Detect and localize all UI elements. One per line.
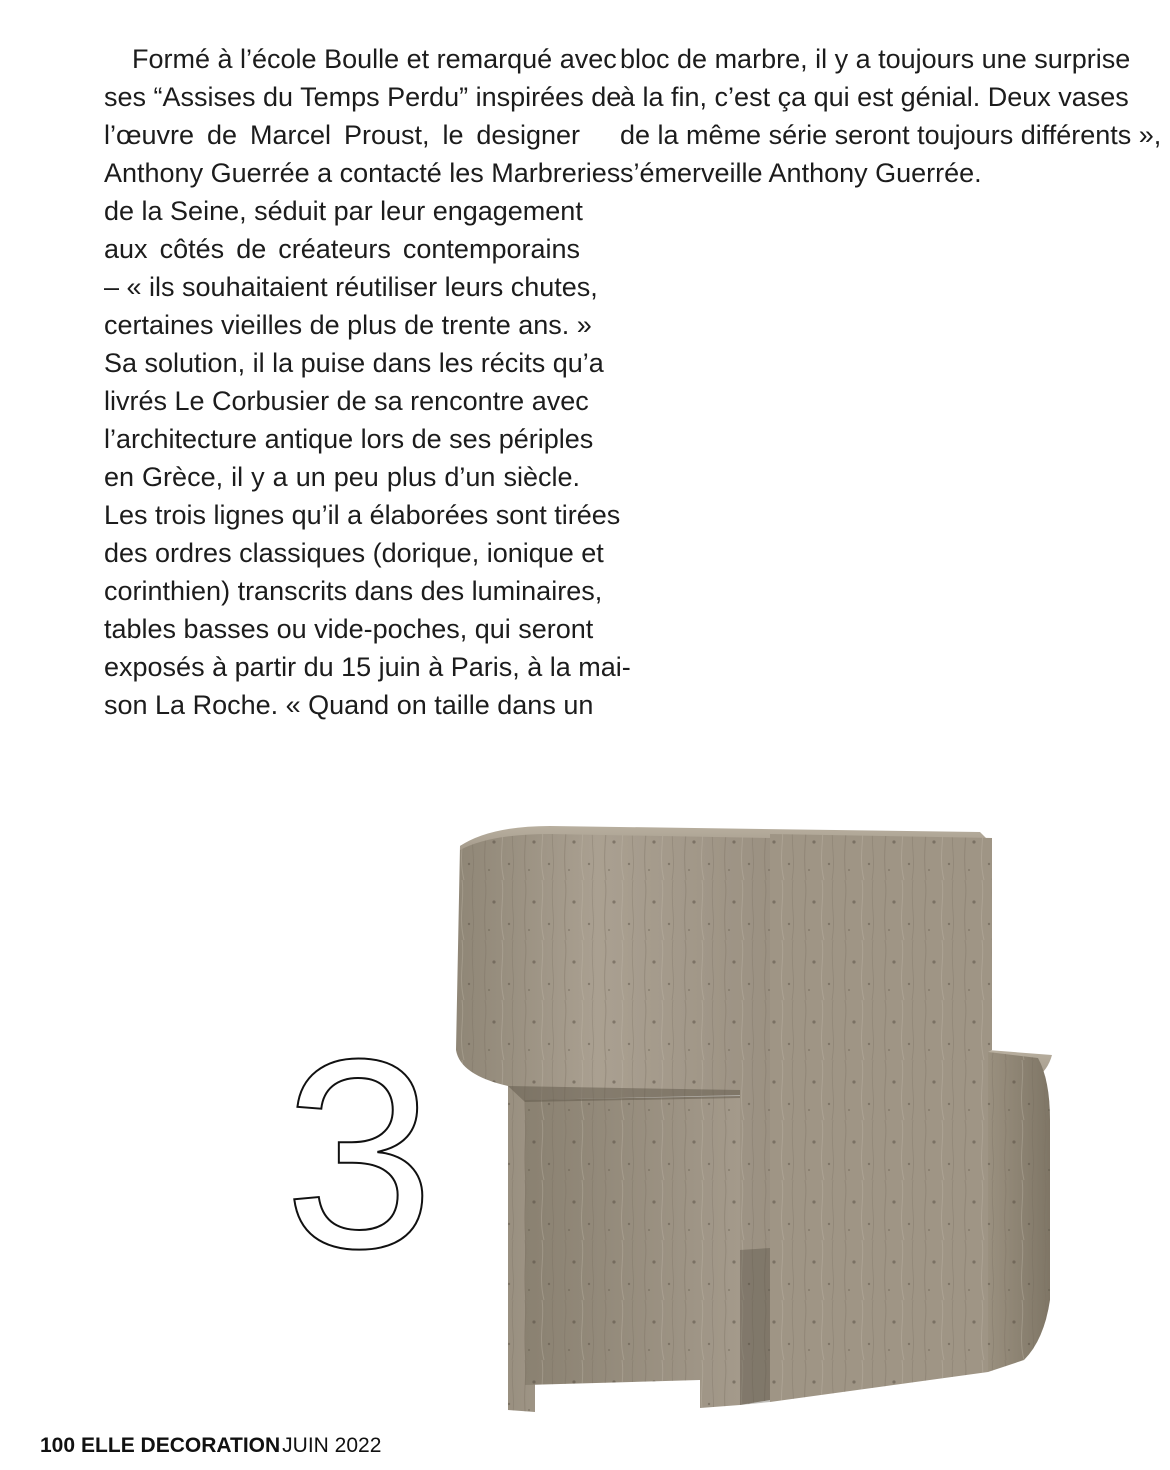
article-line: aux côtés de créateurs contemporains <box>104 234 580 264</box>
article-line: s’émerveille Anthony Guerrée. <box>620 158 982 188</box>
article-line: Les trois lignes qu’il a élaborées sont tirées <box>104 500 621 530</box>
page-number: 100 <box>40 1434 76 1457</box>
article-line: Formé à l’école Boulle et remarqué avec <box>132 44 617 74</box>
travertine-table-image <box>440 820 1060 1430</box>
article-line: de la Seine, séduit par leur engagement <box>104 196 583 226</box>
article-line: l’œuvre de Marcel Proust, le designer <box>104 120 580 150</box>
issue-date: JUIN 2022 <box>282 1434 382 1457</box>
article-left-column <box>104 40 631 724</box>
article-line: corinthien) transcrits dans des luminaires, <box>104 576 603 606</box>
article-line: son La Roche. « Quand on taille dans un <box>104 690 594 720</box>
article-line: exposés à partir du 15 juin à Paris, à la mai- <box>104 652 631 682</box>
magazine-name: ELLE DECORATION <box>81 1434 281 1457</box>
article-line: ses “Assises du Temps Perdu” inspirées de <box>104 82 622 112</box>
article-line: – « ils souhaitaient réutiliser leurs chutes, <box>104 272 598 302</box>
page-footer <box>40 1434 381 1458</box>
article-line: de la même série seront toujours différents », <box>620 120 1162 150</box>
article-line: l’architecture antique lors de ses périples <box>104 424 594 454</box>
article-line: livrés Le Corbusier de sa rencontre avec <box>104 386 589 416</box>
article-line: certaines vieilles de plus de trente ans. » <box>104 310 592 340</box>
article-line: en Grèce, il y a un peu plus d’un siècle. <box>104 462 580 492</box>
article-line: tables basses ou vide-poches, qui seront <box>104 614 594 644</box>
article-right-column <box>620 40 1162 192</box>
article-line: des ordres classiques (dorique, ionique et <box>104 538 604 568</box>
article-line: bloc de marbre, il y a toujours une surprise <box>620 44 1131 74</box>
article-line: à la fin, c’est ça qui est génial. Deux vases <box>620 82 1129 112</box>
feature-number: 3 <box>284 1004 435 1305</box>
article-line: Anthony Guerrée a contacté les Marbreries <box>104 158 621 188</box>
article-line: Sa solution, il la puise dans les récits qu’a <box>104 348 604 378</box>
